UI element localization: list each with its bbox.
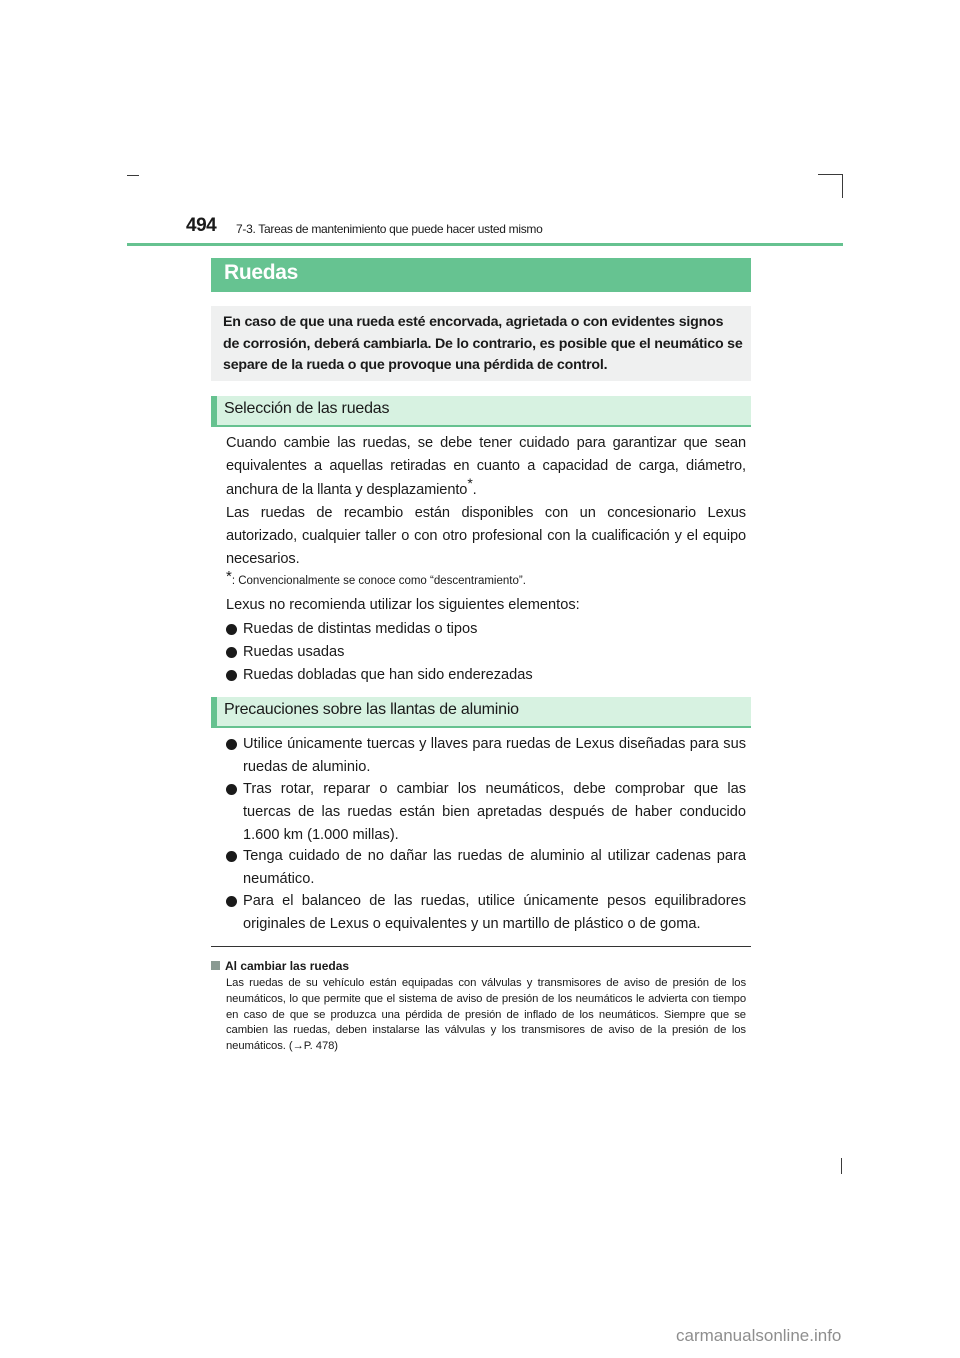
watermark: carmanualsonline.info	[676, 1326, 842, 1345]
note-title: Al cambiar las ruedas	[211, 959, 349, 973]
running-head: 7-3. Tareas de mantenimiento que puede hacer usted mismo	[236, 222, 543, 236]
title-bar	[211, 258, 751, 292]
paragraph: Las ruedas de recambio están disponibles con un concesionario Lexus autorizado, cualquier taller o con otro profesional con la cualificación y el equipo necesarios.	[226, 504, 746, 568]
note-body: Las ruedas de su vehículo están equipadas con válvulas y transmisores de aviso de presión de los neumáticos, lo que permite que el sistema de aviso de presión de los neumáticos le advierta con tiempo en caso de que se produzca una pérdida de presión de inflado de los neumáticos. Siempre que se cambien las ruedas, deben instalarse las válvulas y los transmisores de aviso de la presión de los neumáticos. (→P. 478)	[226, 977, 746, 1053]
list-item: Ruedas usadas	[226, 641, 746, 664]
list-item: Tras rotar, reparar o cambiar los neumáticos, debe comprobar que las tuercas de las ruedas están bien apretadas después de haber conducido 1.600 km (1.000 millas).	[226, 778, 746, 847]
bullet-icon	[226, 784, 237, 795]
note-divider	[211, 946, 751, 947]
paragraph: Cuando cambie las ruedas, se debe tener cuidado para garantizar que sean equivalentes a aquellas retiradas en cuanto a capacidad de carga, diámetro, anchura de la llanta y desplazamiento*.	[226, 435, 746, 498]
section-heading-precauciones	[211, 697, 751, 728]
crop-mark-bottom-right	[841, 1158, 842, 1174]
section-heading-seleccion	[211, 396, 751, 427]
list-item: Para el balanceo de las ruedas, utilice únicamente pesos equilibradores originales de Lexus o equivalentes y un martillo de plástico o de goma.	[226, 890, 746, 936]
page-number: 494	[186, 215, 217, 236]
crop-mark-top-right-v	[842, 174, 843, 198]
header-rule	[127, 243, 843, 246]
bullet-icon	[226, 739, 237, 750]
section-heading-text: Selección de las ruedas	[224, 400, 390, 417]
list-item: Tenga cuidado de no dañar las ruedas de aluminio al utilizar cadenas para neumático.	[226, 845, 746, 891]
crop-mark-top-right-h	[818, 174, 843, 175]
bullet-icon	[226, 647, 237, 658]
footnote-star: *	[226, 568, 232, 585]
section1-body	[226, 432, 746, 572]
bullet-icon	[226, 851, 237, 862]
crop-mark-top-left	[127, 175, 139, 176]
list-item: Ruedas dobladas que han sido enderezadas	[226, 664, 746, 687]
footnote-marker: *	[467, 474, 473, 491]
bullet-icon	[226, 896, 237, 907]
bullet-icon	[226, 670, 237, 681]
list-intro: Lexus no recomienda utilizar los siguientes elementos:	[226, 597, 580, 613]
intro-box	[211, 306, 751, 381]
page-title: Ruedas	[224, 261, 299, 284]
intro-text: En caso de que una rueda esté encorvada, agrietada o con evidentes signos de corrosión, deberá cambiarla. De lo contrario, es posible que el neumático se separe de la rueda o que provoque una pérdida de control.	[223, 314, 743, 373]
list-item: Ruedas de distintas medidas o tipos	[226, 618, 746, 641]
section-heading-text: Precauciones sobre las llantas de aluminio	[224, 701, 519, 718]
square-bullet-icon	[211, 961, 220, 970]
bullet-icon	[226, 624, 237, 635]
footnote: *: Convencionalmente se conoce como “descentramiento”.	[226, 568, 526, 587]
list-item: Utilice únicamente tuercas y llaves para ruedas de Lexus diseñadas para sus ruedas de aluminio.	[226, 733, 746, 779]
